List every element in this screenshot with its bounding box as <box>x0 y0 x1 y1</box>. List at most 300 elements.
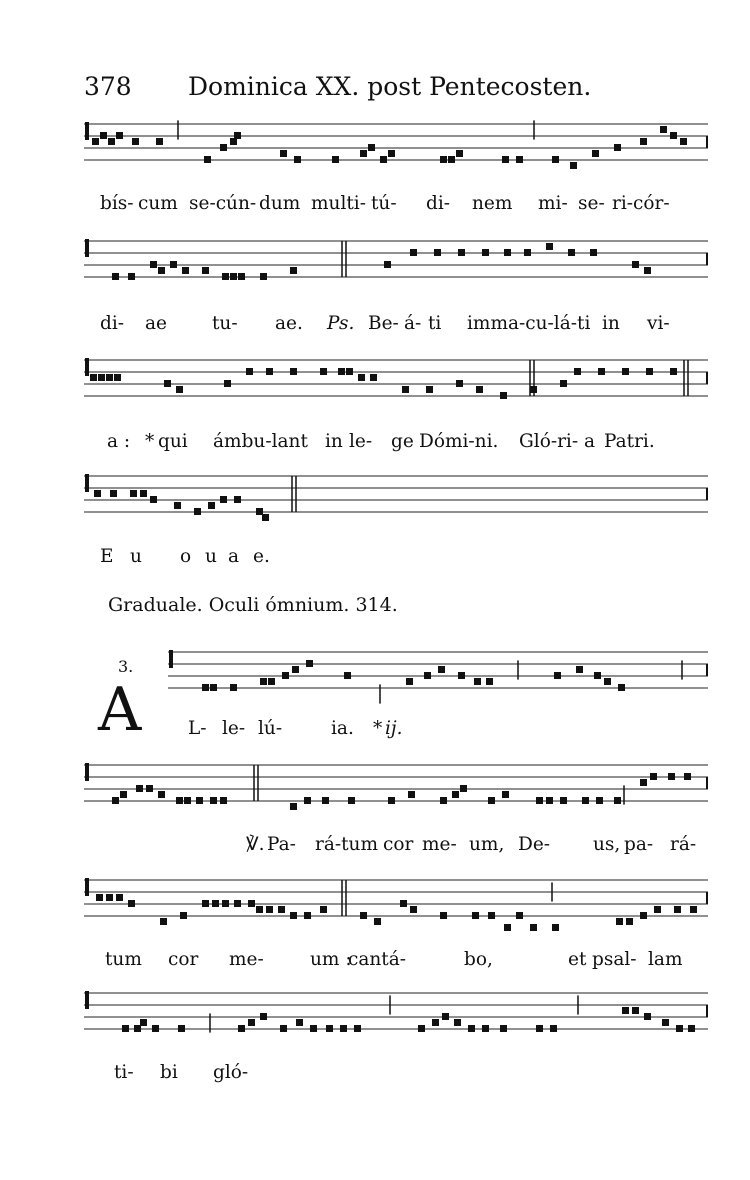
neume-note <box>306 660 313 667</box>
lyric-syllable: in <box>602 313 620 334</box>
neume-note <box>222 273 229 280</box>
neume-note <box>640 779 647 786</box>
lyric-syllable: e. <box>253 546 270 567</box>
neume-note <box>360 912 367 919</box>
lyric-syllable: a <box>584 431 596 452</box>
lyric-syllable: Dómi-ni. <box>419 431 499 452</box>
neume-note <box>230 273 237 280</box>
neume-note <box>458 672 465 679</box>
neume-note <box>358 374 365 381</box>
neume-note <box>332 156 339 163</box>
clef <box>85 239 89 257</box>
lyric-syllable: Ps. <box>327 313 355 334</box>
neume-note <box>106 894 113 901</box>
neume-note <box>152 1025 159 1032</box>
neume-note <box>626 918 633 925</box>
neume-note <box>688 1025 695 1032</box>
lyric-syllable: me- <box>229 949 264 970</box>
clef <box>85 474 89 492</box>
neume-note <box>472 912 479 919</box>
lyric-syllable: a : <box>107 431 131 452</box>
neume-note <box>156 138 163 145</box>
neume-note <box>278 906 285 913</box>
neume-note <box>654 906 661 913</box>
lyric-syllable: us, <box>593 834 621 855</box>
neume-note <box>248 1019 255 1026</box>
neume-note <box>546 243 553 250</box>
neume-note <box>516 912 523 919</box>
clef <box>85 122 89 140</box>
neume-note <box>132 138 139 145</box>
neume-note <box>644 1013 651 1020</box>
chant-staff <box>84 985 708 1041</box>
neume-note <box>158 791 165 798</box>
chant-staff <box>168 644 708 700</box>
neume-note <box>212 900 219 907</box>
neume-note <box>474 678 481 685</box>
neume-note <box>158 267 165 274</box>
neume-note <box>576 666 583 673</box>
neume-note <box>502 791 509 798</box>
initial-letter: A <box>98 675 142 745</box>
neume-note <box>482 1025 489 1032</box>
neume-note <box>348 797 355 804</box>
neume-note <box>220 496 227 503</box>
neume-note <box>574 368 581 375</box>
neume-note <box>550 1025 557 1032</box>
lyric-syllable: nem <box>472 193 513 214</box>
mode-number: 3. <box>118 657 134 676</box>
neume-note <box>238 273 245 280</box>
staff-svg <box>84 352 708 408</box>
neume-note <box>552 924 559 931</box>
neume-note <box>604 678 611 685</box>
neume-note <box>344 672 351 679</box>
neume-note <box>256 906 263 913</box>
neume-note <box>516 156 523 163</box>
neume-note <box>524 249 531 256</box>
neume-note <box>406 678 413 685</box>
neume-note <box>96 894 103 901</box>
neume-note <box>616 918 623 925</box>
neume-note <box>442 1013 449 1020</box>
neume-note <box>220 144 227 151</box>
neume-note <box>146 785 153 792</box>
neume-note <box>458 249 465 256</box>
neume-note <box>388 150 395 157</box>
chant-staff <box>84 872 708 928</box>
neume-note <box>646 368 653 375</box>
neume-note <box>546 797 553 804</box>
neume-note <box>614 797 621 804</box>
neume-note <box>662 1019 669 1026</box>
graduale-reference: Graduale. Oculi ómnium. 314. <box>108 594 398 616</box>
neume-note <box>150 261 157 268</box>
neume-note <box>552 156 559 163</box>
neume-note <box>426 386 433 393</box>
lyric-syllable: ij. <box>385 718 403 739</box>
neume-note <box>338 368 345 375</box>
neume-note <box>202 267 209 274</box>
neume-note <box>292 666 299 673</box>
neume-note <box>504 249 511 256</box>
lyric-syllable: ámbu-lant <box>213 431 308 452</box>
neume-note <box>670 368 677 375</box>
neume-note <box>460 785 467 792</box>
neume-note <box>220 797 227 804</box>
neume-note <box>256 508 263 515</box>
lyric-syllable: multi- <box>311 193 366 214</box>
neume-note <box>116 132 123 139</box>
neume-note <box>98 374 105 381</box>
neume-note <box>670 132 677 139</box>
neume-note <box>208 502 215 509</box>
lyric-syllable: mi- <box>538 193 568 214</box>
neume-note <box>640 138 647 145</box>
neume-note <box>668 773 675 780</box>
lyric-syllable: ri-cór- <box>612 193 670 214</box>
lyric-syllable: di- <box>100 313 125 334</box>
neume-note <box>644 267 651 274</box>
lyric-syllable: se-cún- <box>189 193 257 214</box>
neume-note <box>222 900 229 907</box>
lyric-syllable: in <box>325 431 343 452</box>
neume-note <box>112 273 119 280</box>
neume-note <box>90 374 97 381</box>
lyric-syllable: imma-cu-lá-ti <box>467 313 591 334</box>
neume-note <box>268 678 275 685</box>
neume-note <box>92 138 99 145</box>
lyric-syllable: bi <box>160 1062 178 1083</box>
neume-note <box>354 1025 361 1032</box>
neume-note <box>438 666 445 673</box>
neume-note <box>202 684 209 691</box>
staff-svg <box>84 985 708 1041</box>
neume-note <box>560 380 567 387</box>
lyric-syllable: De- <box>518 834 551 855</box>
neume-note <box>440 912 447 919</box>
neume-note <box>260 1013 267 1020</box>
lyric-syllable: á- <box>404 313 422 334</box>
staff-svg <box>84 468 708 524</box>
lyric-syllable: bo, <box>464 949 493 970</box>
neume-note <box>230 684 237 691</box>
staff-svg <box>84 872 708 928</box>
neume-note <box>684 773 691 780</box>
neume-note <box>202 900 209 907</box>
neume-note <box>176 797 183 804</box>
neume-note <box>402 386 409 393</box>
neume-note <box>380 156 387 163</box>
neume-note <box>234 132 241 139</box>
lyric-syllable: dum <box>259 193 301 214</box>
neume-note <box>184 797 191 804</box>
neume-note <box>266 906 273 913</box>
neume-note <box>440 156 447 163</box>
neume-note <box>554 672 561 679</box>
neume-note <box>282 672 289 679</box>
neume-note <box>408 791 415 798</box>
lyric-syllable: Be- <box>368 313 399 334</box>
staff-svg <box>168 644 708 700</box>
staff-svg <box>84 116 708 172</box>
lyric-syllable: Pa- <box>267 834 296 855</box>
neume-note <box>400 900 407 907</box>
chant-staff <box>84 468 708 524</box>
neume-note <box>110 490 117 497</box>
neume-note <box>140 1019 147 1026</box>
lyric-syllable: E <box>100 546 114 567</box>
neume-note <box>280 150 287 157</box>
neume-note <box>568 249 575 256</box>
lyric-syllable: o <box>180 546 192 567</box>
neume-note <box>230 138 237 145</box>
neume-note <box>368 144 375 151</box>
lyric-syllable: cum <box>138 193 178 214</box>
lyric-syllable: cor <box>168 949 199 970</box>
lyric-syllable: u <box>130 546 142 567</box>
neume-note <box>346 368 353 375</box>
neume-note <box>560 797 567 804</box>
chant-staff <box>84 757 708 813</box>
neume-note <box>248 900 255 907</box>
neume-note <box>134 1025 141 1032</box>
neume-note <box>486 678 493 685</box>
lyric-syllable: rá- <box>670 834 697 855</box>
neume-note <box>650 773 657 780</box>
lyric-syllable: le- <box>222 718 246 739</box>
lyric-syllable: um, <box>469 834 505 855</box>
staff-svg <box>84 757 708 813</box>
lyric-syllable: ti <box>428 313 442 334</box>
lyric-syllable: cor <box>383 834 414 855</box>
neume-note <box>100 132 107 139</box>
lyric-syllable: ae <box>145 313 167 334</box>
chant-staff <box>84 352 708 408</box>
lyric-syllable: um : <box>310 949 352 970</box>
neume-note <box>116 894 123 901</box>
lyric-syllable: rá-tum <box>315 834 379 855</box>
neume-note <box>504 924 511 931</box>
clef <box>85 763 89 781</box>
neume-note <box>260 273 267 280</box>
neume-note <box>388 797 395 804</box>
lyric-syllable: tum <box>105 949 142 970</box>
neume-note <box>690 906 697 913</box>
neume-note <box>384 261 391 268</box>
neume-note <box>476 386 483 393</box>
neume-note <box>112 797 119 804</box>
neume-note <box>310 1025 317 1032</box>
page-title: Dominica XX. post Pentecosten. <box>188 72 592 101</box>
lyric-syllable: me- <box>422 834 457 855</box>
neume-note <box>674 906 681 913</box>
neume-note <box>590 249 597 256</box>
neume-note <box>418 1025 425 1032</box>
neume-note <box>164 380 171 387</box>
neume-note <box>320 368 327 375</box>
neume-note <box>432 1019 439 1026</box>
neume-note <box>194 508 201 515</box>
neume-note <box>500 1025 507 1032</box>
neume-note <box>174 502 181 509</box>
neume-note <box>262 514 269 521</box>
page-header <box>84 72 591 101</box>
neume-note <box>454 1019 461 1026</box>
lyric-syllable: qui <box>158 431 188 452</box>
lyric-syllable: vi- <box>647 313 670 334</box>
neume-note <box>320 906 327 913</box>
neume-note <box>570 162 577 169</box>
lyric-syllable: lam <box>648 949 683 970</box>
lyric-syllable: di- <box>426 193 451 214</box>
neume-note <box>676 1025 683 1032</box>
clef <box>85 878 89 896</box>
neume-note <box>140 490 147 497</box>
neume-note <box>290 912 297 919</box>
neume-note <box>182 267 189 274</box>
neume-note <box>360 150 367 157</box>
neume-note <box>500 392 507 399</box>
staff-svg <box>84 233 708 289</box>
neume-note <box>260 678 267 685</box>
neume-note <box>640 912 647 919</box>
lyric-syllable: tu- <box>212 313 238 334</box>
neume-note <box>424 672 431 679</box>
neume-note <box>122 1025 129 1032</box>
neume-note <box>622 368 629 375</box>
neume-note <box>128 900 135 907</box>
lyric-syllable: lú- <box>258 718 283 739</box>
neume-note <box>596 797 603 804</box>
neume-note <box>410 249 417 256</box>
clef <box>85 991 89 1009</box>
neume-note <box>290 267 297 274</box>
neume-note <box>530 386 537 393</box>
neume-note <box>204 156 211 163</box>
chant-staff <box>84 233 708 289</box>
lyric-syllable: psal- <box>592 949 637 970</box>
neume-note <box>106 374 113 381</box>
neume-note <box>326 1025 333 1032</box>
lyric-syllable: bís- <box>100 193 134 214</box>
neume-note <box>304 912 311 919</box>
lyric-syllable: a <box>228 546 240 567</box>
neume-note <box>294 156 301 163</box>
neume-note <box>502 156 509 163</box>
neume-note <box>170 261 177 268</box>
neume-note <box>488 797 495 804</box>
neume-note <box>266 368 273 375</box>
neume-note <box>290 803 297 810</box>
clef <box>85 358 89 376</box>
neume-note <box>448 156 455 163</box>
neume-note <box>210 797 217 804</box>
neume-note <box>224 380 231 387</box>
neume-note <box>304 797 311 804</box>
neume-note <box>108 138 115 145</box>
neume-note <box>614 144 621 151</box>
neume-note <box>196 797 203 804</box>
neume-note <box>238 1025 245 1032</box>
neume-note <box>136 785 143 792</box>
neume-note <box>322 797 329 804</box>
neume-note <box>290 368 297 375</box>
neume-note <box>120 791 127 798</box>
neume-note <box>234 496 241 503</box>
neume-note <box>340 1025 347 1032</box>
neume-note <box>536 1025 543 1032</box>
neume-note <box>530 924 537 931</box>
neume-note <box>598 368 605 375</box>
neume-note <box>94 490 101 497</box>
neume-note <box>488 912 495 919</box>
lyric-syllable: pa- <box>624 834 654 855</box>
neume-note <box>410 906 417 913</box>
neume-note <box>452 791 459 798</box>
neume-note <box>434 249 441 256</box>
neume-note <box>370 374 377 381</box>
lyric-syllable: le- <box>349 431 373 452</box>
lyric-syllable: ti- <box>114 1062 134 1083</box>
neume-note <box>632 1007 639 1014</box>
lyric-syllable: se- <box>578 193 605 214</box>
lyric-syllable: L- <box>188 718 207 739</box>
neume-note <box>178 1025 185 1032</box>
lyric-syllable: ae. <box>275 313 303 334</box>
lyric-syllable: ℣. <box>246 834 265 855</box>
page-number: 378 <box>84 72 132 101</box>
neume-note <box>660 126 667 133</box>
clef <box>169 650 173 668</box>
neume-note <box>246 368 253 375</box>
neume-note <box>128 273 135 280</box>
neume-note <box>592 150 599 157</box>
lyric-syllable: ge <box>391 431 414 452</box>
lyric-syllable: et <box>568 949 587 970</box>
lyric-syllable: gló- <box>213 1062 249 1083</box>
neume-note <box>130 490 137 497</box>
neume-note <box>536 797 543 804</box>
lyric-syllable: Patri. <box>604 431 655 452</box>
neume-note <box>180 912 187 919</box>
chant-staff <box>84 116 708 172</box>
lyric-syllable: * <box>373 718 383 739</box>
lyric-syllable: cantá- <box>348 949 407 970</box>
neume-note <box>160 918 167 925</box>
neume-note <box>374 918 381 925</box>
lyric-syllable: u <box>205 546 217 567</box>
neume-note <box>456 380 463 387</box>
lyric-syllable: * <box>145 431 155 452</box>
neume-note <box>618 684 625 691</box>
lyric-syllable: tú- <box>371 193 397 214</box>
neume-note <box>150 496 157 503</box>
neume-note <box>114 374 121 381</box>
neume-note <box>440 797 447 804</box>
lyric-syllable: ia. <box>331 718 354 739</box>
neume-note <box>622 1007 629 1014</box>
neume-note <box>594 672 601 679</box>
lyric-syllable: Gló-ri- <box>519 431 579 452</box>
neume-note <box>482 249 489 256</box>
neume-note <box>582 797 589 804</box>
neume-note <box>680 138 687 145</box>
neume-note <box>296 1019 303 1026</box>
neume-note <box>632 261 639 268</box>
neume-note <box>280 1025 287 1032</box>
neume-note <box>234 900 241 907</box>
